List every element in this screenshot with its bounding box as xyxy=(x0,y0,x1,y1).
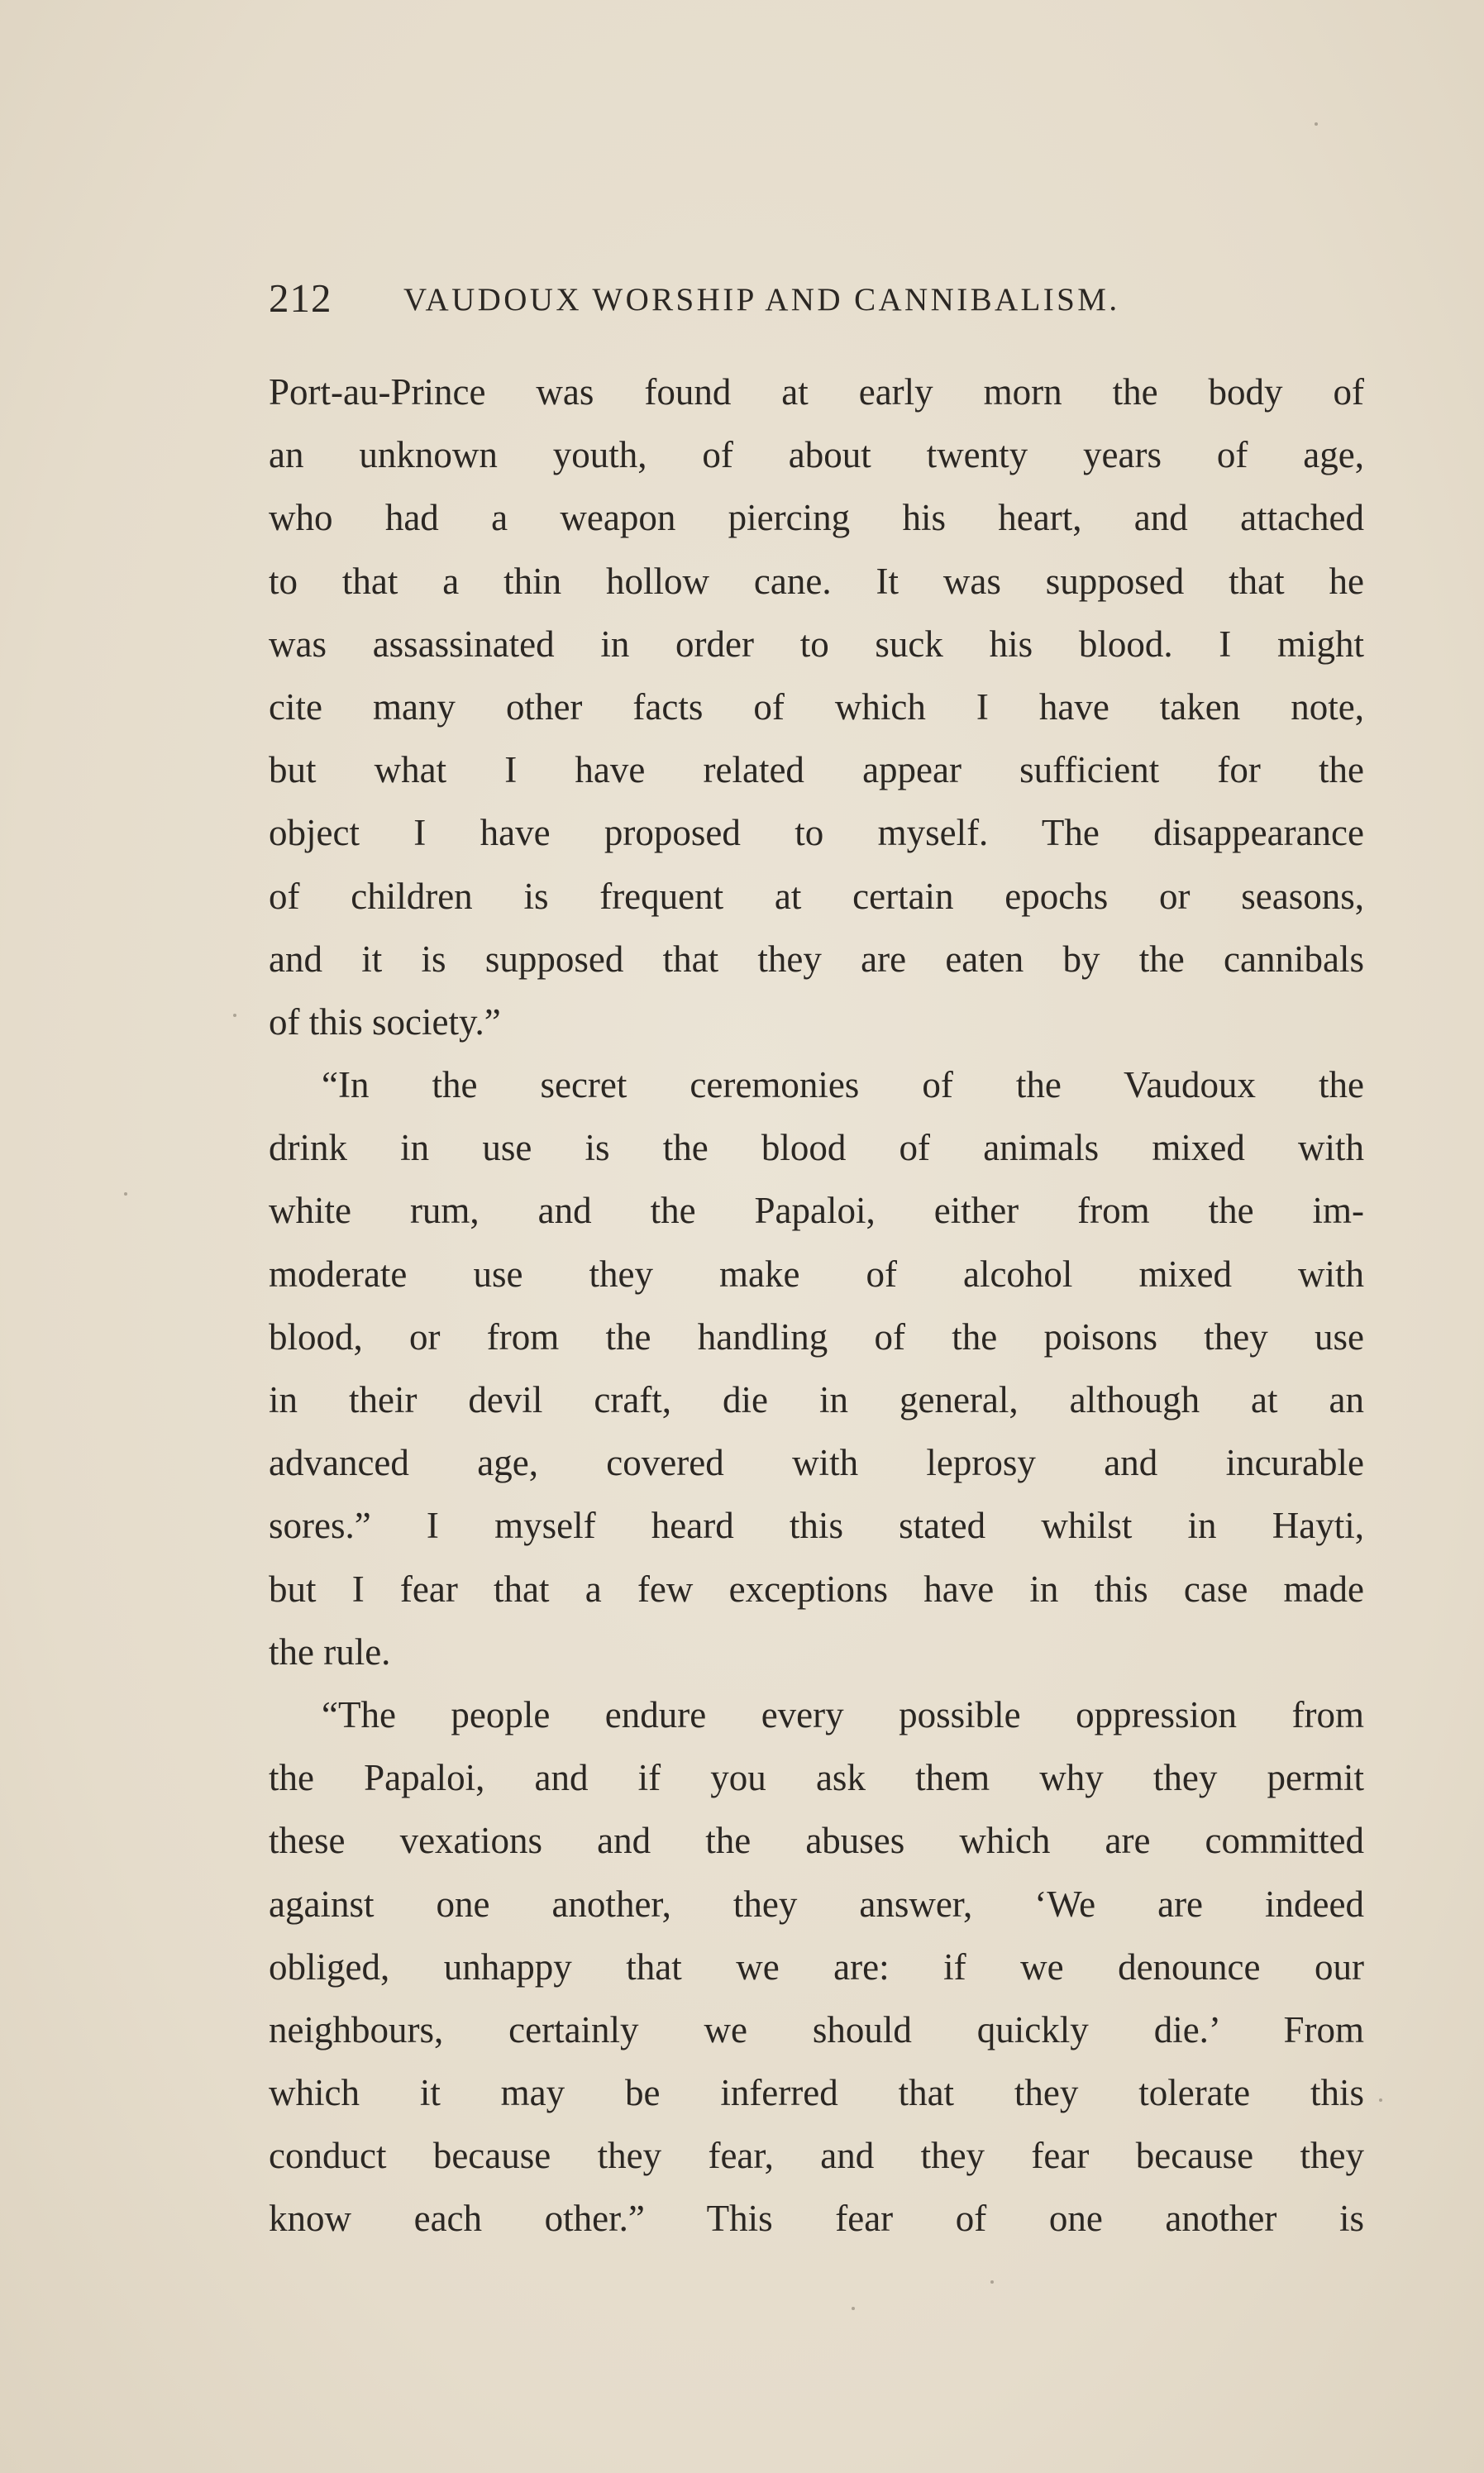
text-line: conduct because they fear, and they fear because they xyxy=(269,2135,1364,2177)
text-line: white rum, and the Papaloi, either from the im- xyxy=(269,1190,1364,1232)
text-line: obliged, unhappy that we are: if we denounce our xyxy=(269,1945,1364,1988)
text-line: the Papaloi, and if you ask them why they permit xyxy=(269,1757,1364,1799)
text-line: “The people endure every possible oppression from xyxy=(322,1693,1364,1735)
text-line: to that a thin hollow cane. It was supposed that he xyxy=(269,560,1364,602)
text-line: drink in use is the blood of animals mixed with xyxy=(269,1127,1364,1169)
text-line: was assassinated in order to suck his blood. I might xyxy=(269,623,1364,665)
text-line: object I have proposed to myself. The disappearance xyxy=(269,812,1364,854)
text-line: moderate use they make of alcohol mixed with xyxy=(269,1253,1364,1295)
text-line: Port-au-Prince was found at early morn the body of xyxy=(269,371,1364,413)
text-line: cite many other facts of which I have taken note, xyxy=(269,685,1364,728)
text-line: which it may be inferred that they tolerate this xyxy=(269,2072,1364,2114)
text-line: of children is frequent at certain epochs or seasons, xyxy=(269,875,1364,917)
text-line: against one another, they answer, ‘We are indeed xyxy=(269,1883,1364,1925)
paper-speck xyxy=(990,2280,994,2284)
text-line: but I fear that a few exceptions have in this case made xyxy=(269,1568,1364,1610)
text-line: the rule. xyxy=(269,1630,391,1673)
text-line: blood, or from the handling of the poisons they use xyxy=(269,1315,1364,1358)
text-line: sores.” I myself heard this stated whilst in Hayti, xyxy=(269,1505,1364,1547)
text-line: know each other.” This fear of one another is xyxy=(269,2198,1364,2240)
paper-speck xyxy=(124,1192,127,1196)
paper-speck xyxy=(233,1014,236,1017)
page-header xyxy=(269,275,1368,332)
paper-speck xyxy=(852,2307,855,2310)
text-line: and it is supposed that they are eaten by the cannibals xyxy=(269,938,1364,980)
paper-speck xyxy=(1379,2098,1382,2102)
text-line: “In the secret ceremonies of the Vaudoux the xyxy=(322,1064,1364,1106)
text-line: who had a weapon piercing his heart, and attached xyxy=(269,497,1364,539)
page-number: 212 xyxy=(269,275,332,321)
text-line: in their devil craft, die in general, although at an xyxy=(269,1379,1364,1420)
running-title: VAUDOUX WORSHIP AND CANNIBALISM. xyxy=(403,282,1120,317)
text-line: these vexations and the abuses which are committed xyxy=(269,1820,1364,1862)
text-line: an unknown youth, of about twenty years of age, xyxy=(269,434,1364,476)
text-line: but what I have related appear sufficient for the xyxy=(269,749,1364,791)
paper-speck xyxy=(1315,122,1318,126)
text-line: neighbours, certainly we should quickly die.’ From xyxy=(269,2008,1364,2050)
text-line: advanced age, covered with leprosy and incurable xyxy=(269,1442,1364,1484)
body-text xyxy=(269,360,1364,2251)
text-line: of this society.” xyxy=(269,1000,501,1043)
